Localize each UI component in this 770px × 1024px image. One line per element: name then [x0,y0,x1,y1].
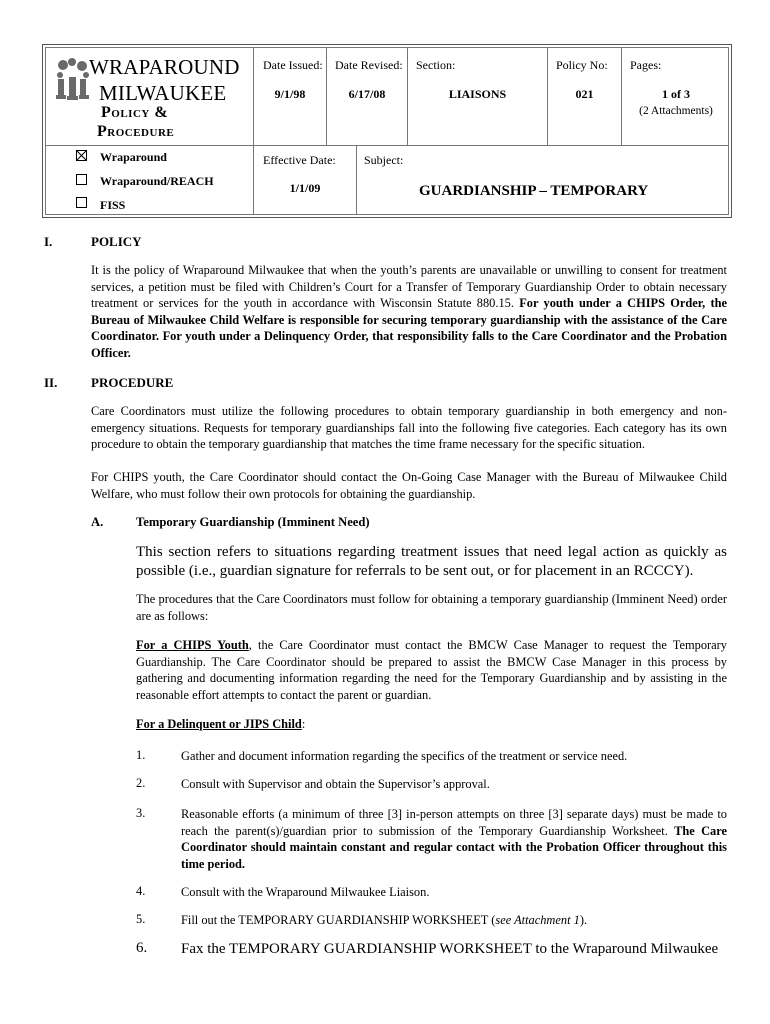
date-issued-value: 9/1/98 [274,87,306,101]
effective-date-value: 1/1/09 [289,181,321,195]
chips-youth-heading: For a CHIPS Youth [136,638,249,652]
delinquent-heading-line [136,716,727,733]
checkbox-fiss[interactable] [76,197,87,208]
delinquent-heading: For a Delinquent or JIPS Child [136,717,302,731]
subsection-a-letter: A. [91,515,104,529]
step-number: 4. [136,884,146,898]
subsection-a-procedures-intro: The procedures that the Care Coordinators must follow for obtaining a temporary guardianship (Imminent Need) order are as follows: [136,592,727,623]
policy-header-table [42,44,732,218]
effective-date-label: Effective Date: [263,153,336,167]
step-number: 2. [136,776,146,790]
policy-no-label: Policy No: [556,58,608,72]
policy-text: It is the policy of Wraparound Milwaukee that when the youth’s parents are unavailable or unwilling to consent for treatment services, a petition must be filed with Children’s Court for a Transfer of Temporary Guardianship Order to obtain necessary treatment or services for the youth in accordance with Wisconsin Statute 880.15. [91,263,727,311]
logo-line-3: Policy & [101,104,169,121]
policy-bold-text: For youth under a CHIPS Order, the Bureau of Milwaukee Child Welfare is responsible for securing temporary guardianship with the assistance of the Care Coordinator. For youth under a Delinquency Order, that responsibility falls to the Care Coordinator and the Probation Officer. [91,296,727,360]
chips-youth-text: , the Care Coordinator must contact the BMCW Case Manager to request the Temporary Guardianship. The Care Coordinator should be prepared to assist the BMCW Case Manager in this process by gathering and documenting information regarding the need for the Temporary Guardianship and by assisting in the reasonable effort attempts to contact the parent or guardian. [136,638,727,702]
program-label-wraparound: Wraparound [100,150,167,164]
step-number: 6. [136,940,148,956]
step-text: Fill out the TEMPORARY GUARDIANSHIP WORKSHEET ( [181,913,496,927]
checkbox-wraparound[interactable] [76,150,87,161]
row-divider [45,145,729,146]
step-bold-text: The Care Coordinator should maintain constant and regular contact with the Probation Officer throughout this time period. [181,823,727,871]
column-divider [356,145,357,215]
step-italic-text: see Attachment 1 [495,913,580,927]
step-number: 3. [136,806,146,820]
step-text: Fax the TEMPORARY GUARDIANSHIP WORKSHEET to the Wraparound Milwaukee [181,941,719,957]
date-issued-label: Date Issued: [263,58,323,72]
step-3-paragraph [181,806,727,872]
subsection-a-description: This section refers to situations regarding treatment issues that need legal action as quickly as possible (i.e., guardian signature for referrals to be sent out, or for placement in an RCCCY). [136,544,727,579]
subject-label: Subject: [364,153,404,167]
policy-no-value: 021 [575,87,594,101]
subject-value: GUARDIANSHIP – TEMPORARY [419,183,649,199]
step-text: Reasonable efforts (a minimum of three [3] in-person attempts on three [3] separate days) must be made to reach the parent(s)/guardian prior to submission of the Temporary Guardianship Worksheet. [181,807,727,838]
step-5-paragraph [181,912,727,929]
step-number: 5. [136,912,146,926]
program-label-fiss: FISS [100,198,126,212]
procedure-section-number: II. [44,375,58,390]
logo-line-1: WRAPAROUND [89,55,240,79]
pages-label: Pages: [630,58,662,72]
procedure-intro: Care Coordinators must utilize the following procedures to obtain temporary guardianship in both emergency and non-emergency situations. Requests for temporary guardianships fall into the following five categories. Each category has its own procedure to obtain the temporary guardianship that matches the time frame necessary for the specific situation. [91,404,727,452]
delinquent-colon: : [301,717,306,731]
family-figures-icon [55,57,91,101]
subsection-a-title: Temporary Guardianship (Imminent Need) [136,515,370,529]
section-value: LIAISONS [448,87,507,101]
procedure-section-title: PROCEDURE [91,375,174,390]
section-label: Section: [416,58,456,72]
logo-line-4: Procedure [97,123,175,140]
date-revised-value: 6/17/08 [348,87,386,101]
procedure-chips-note: For CHIPS youth, the Care Coordinator should contact the On-Going Case Manager with the Bureau of Milwaukee Child Welfare, who must follow their own protocols for obtaining the guardianship. [91,470,727,501]
pages-value: 1 of 3 [662,87,690,101]
policy-section-number: I. [44,234,53,249]
checkbox-wraparound-reach[interactable] [76,174,87,185]
policy-paragraph [91,262,727,362]
step-text: Consult with the Wraparound Milwaukee Liaison. [181,885,430,899]
step-text: Consult with Supervisor and obtain the Supervisor’s approval. [181,777,490,791]
step-number: 1. [136,748,146,762]
attachments-note: (2 Attachments) [639,105,713,117]
step-text-after: ). [579,913,588,927]
chips-youth-paragraph [136,637,727,703]
program-label-wraparound-reach: Wraparound/REACH [100,174,214,188]
policy-section-title: POLICY [91,234,142,249]
date-revised-label: Date Revised: [335,58,403,72]
logo-line-2: MILWAUKEE [99,81,227,105]
step-text: Gather and document information regarding the specifics of the treatment or service need. [181,749,628,763]
